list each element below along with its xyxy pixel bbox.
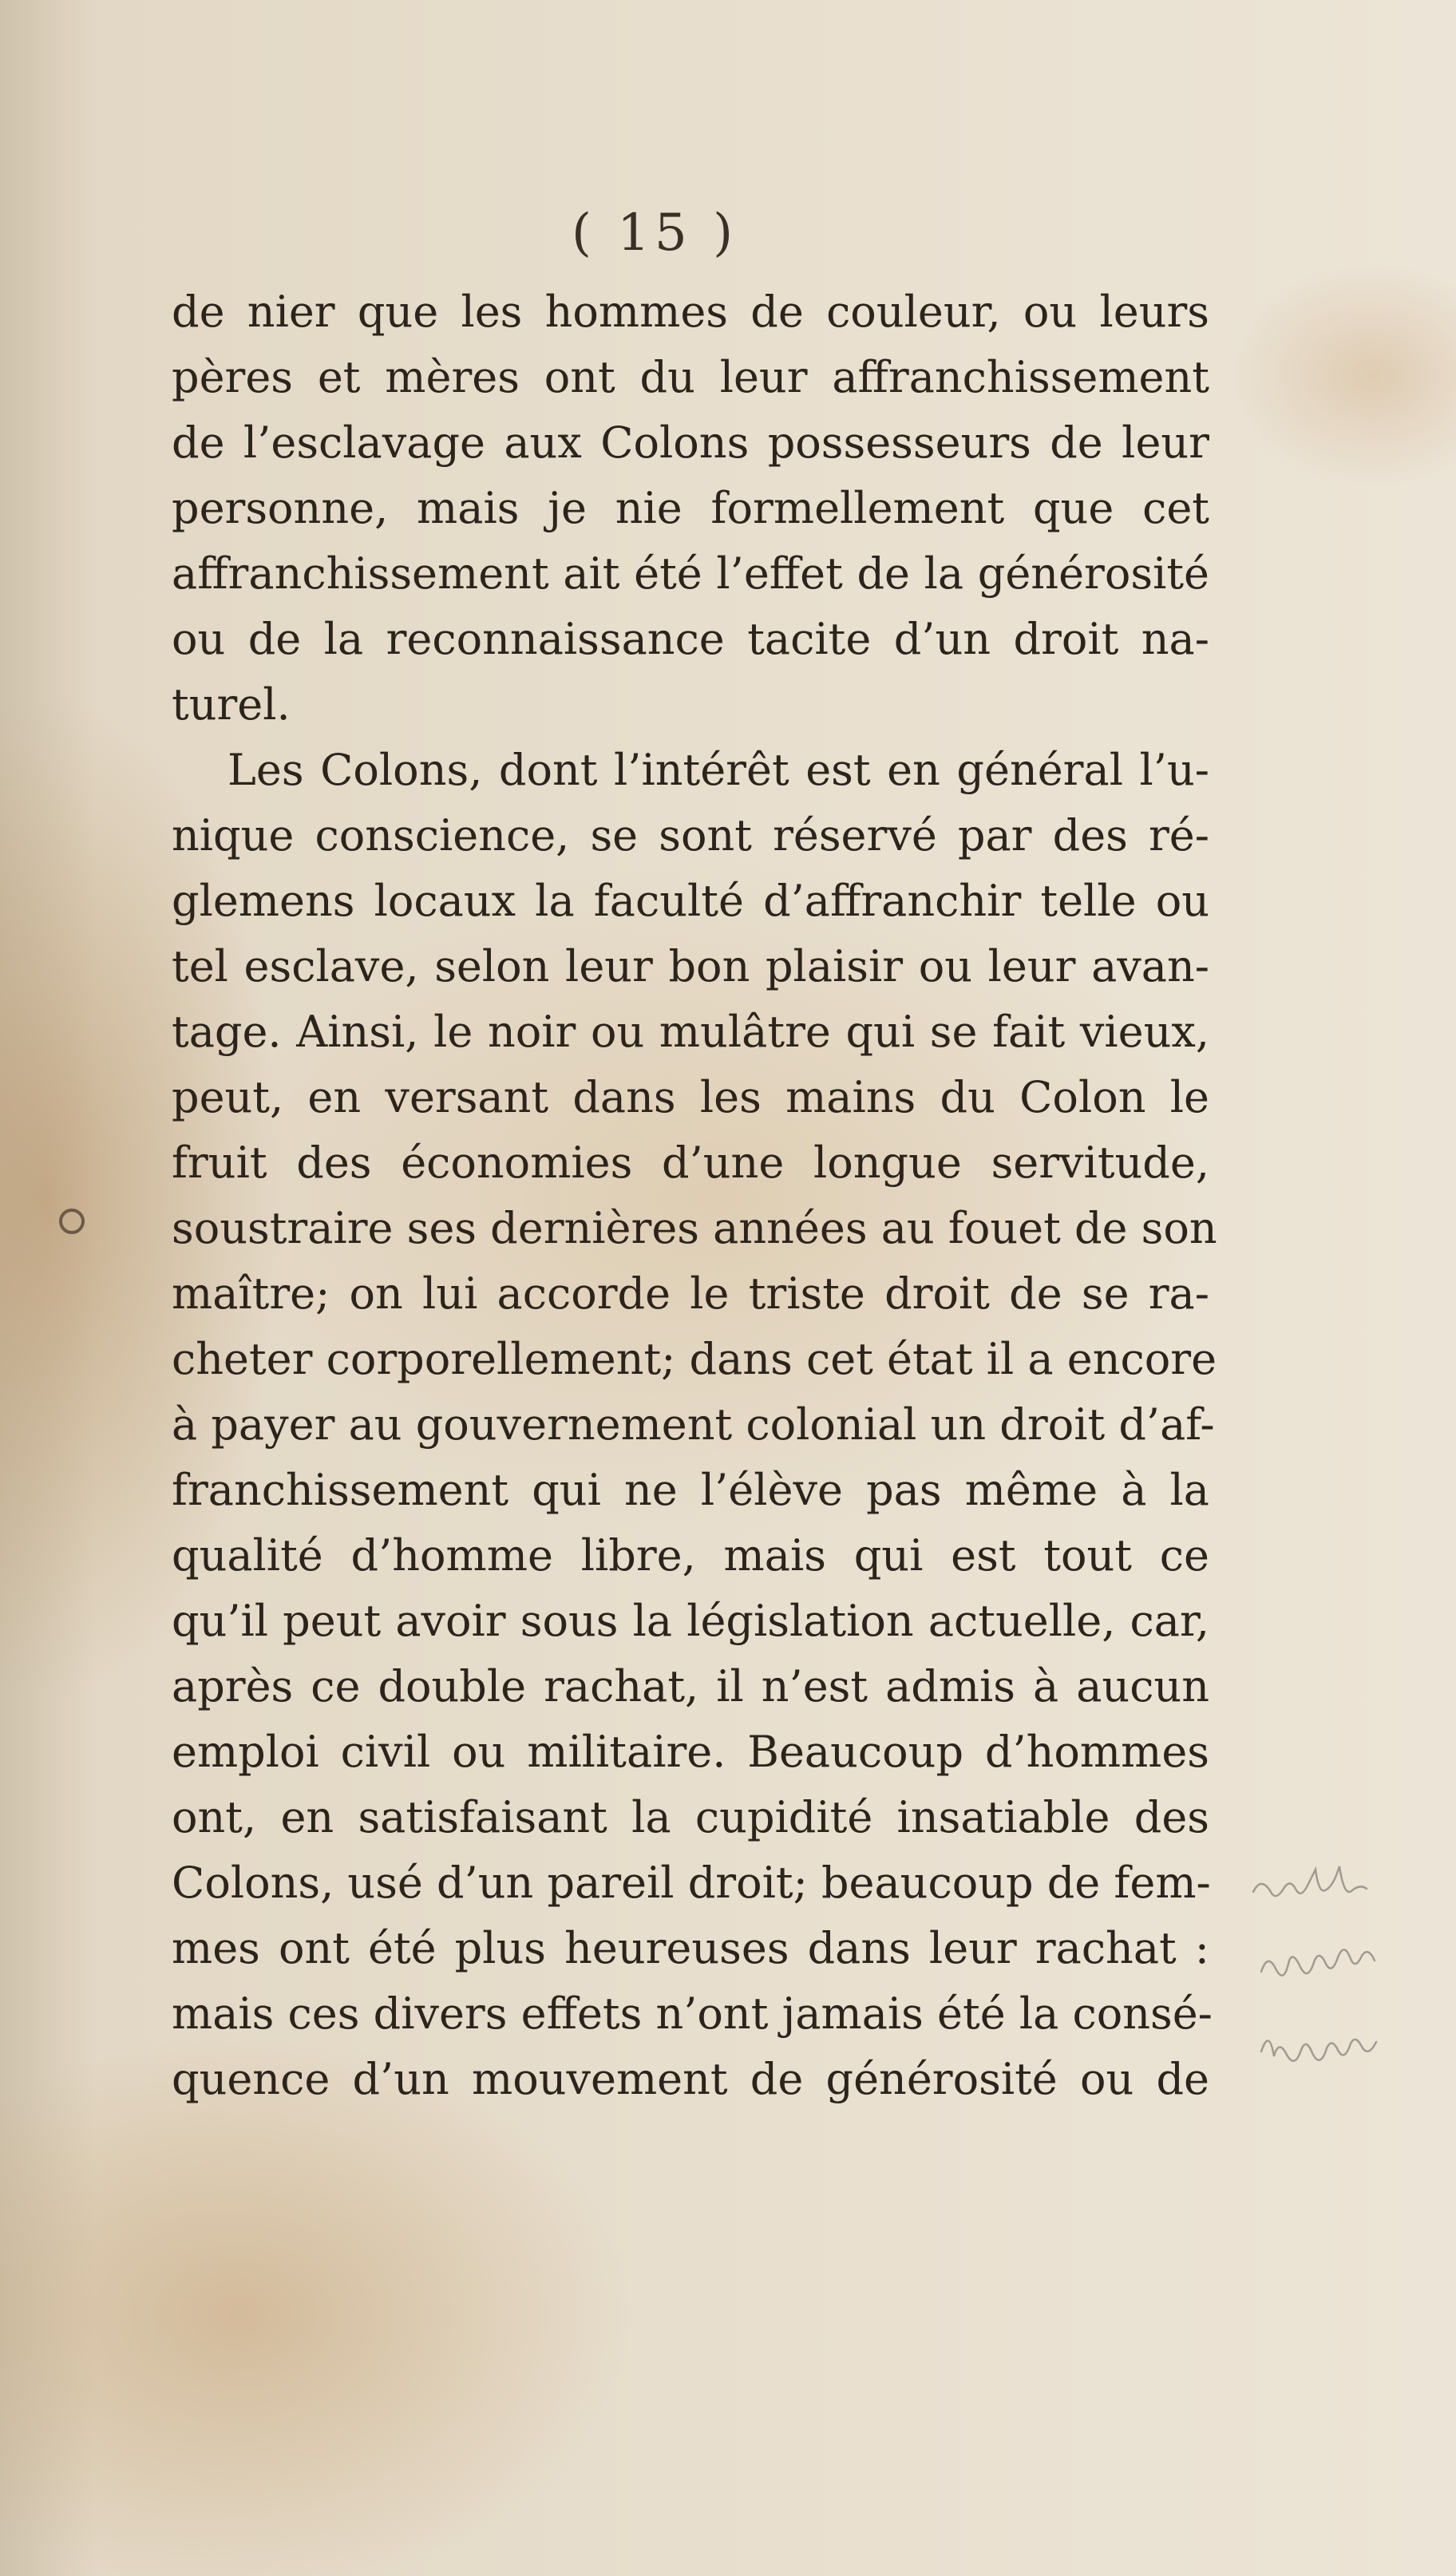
text-line: qu’il peut avoir sous la législation actuelle, car, <box>172 1596 1209 1646</box>
page-number: ( 15 ) <box>571 204 738 263</box>
text-line: qualité d’homme libre, mais qui est tout ce <box>172 1530 1209 1581</box>
paragraph-first-line: Les Colons, dont l’intérêt est en général l’u- <box>228 745 1209 795</box>
text-line: glemens locaux la faculté d’affranchir telle ou <box>172 876 1209 926</box>
ring-stain-icon <box>48 1197 96 1245</box>
text-line: soustraire ses dernières années au fouet de son <box>172 1203 1217 1253</box>
text-line: tage. Ainsi, le noir ou mulâtre qui se fait vieux, <box>172 1007 1209 1057</box>
text-line: mais ces divers effets n’ont jamais été la consé- <box>172 1988 1213 2039</box>
text-line: mes ont été plus heureuses dans leur rachat : <box>172 1923 1209 1973</box>
text-line: de l’esclavage aux Colons possesseurs de leur <box>172 417 1209 468</box>
text-line: ont, en satisfaisant la cupidité insatiable des <box>172 1792 1209 1842</box>
text-line: pères et mères ont du leur affranchissement <box>172 352 1209 402</box>
text-line: après ce double rachat, il n’est admis à aucun <box>172 1661 1209 1711</box>
text-line: ou de la reconnaissance tacite d’un droit na- <box>172 614 1209 664</box>
text-line: cheter corporellement; dans cet état il a encore <box>172 1334 1217 1384</box>
body-text <box>172 279 1217 2112</box>
text-line: maître; on lui accorde le triste droit de se ra- <box>172 1268 1209 1319</box>
text-line: personne, mais je nie formellement que cet <box>172 483 1209 533</box>
pencil-annotation-icon <box>1245 1860 1445 2115</box>
text-line: peut, en versant dans les mains du Colon le <box>172 1072 1209 1122</box>
text-line: nique conscience, se sont réservé par des ré- <box>172 810 1209 861</box>
text-line: Colons, usé d’un pareil droit; beaucoup de fem- <box>172 1858 1211 1908</box>
text-line: emploi civil ou militaire. Beaucoup d’hommes <box>172 1727 1209 1777</box>
text-line: franchissement qui ne l’élève pas même à la <box>172 1465 1209 1515</box>
text-line: turel. <box>172 679 291 730</box>
text-line: affranchissement ait été l’effet de la générosité <box>172 548 1209 599</box>
text-line: de nier que les hommes de couleur, ou leurs <box>172 287 1209 337</box>
handwritten-margin-note <box>1245 1860 1445 2115</box>
text-line: tel esclave, selon leur bon plaisir ou leur avan- <box>172 941 1209 991</box>
text-line: quence d’un mouvement de générosité ou de <box>172 2054 1209 2104</box>
text-line: à payer au gouvernement colonial un droit d’af- <box>172 1399 1215 1450</box>
paper-speck <box>48 1197 96 1248</box>
text-line: fruit des économies d’une longue servitude, <box>172 1138 1209 1188</box>
